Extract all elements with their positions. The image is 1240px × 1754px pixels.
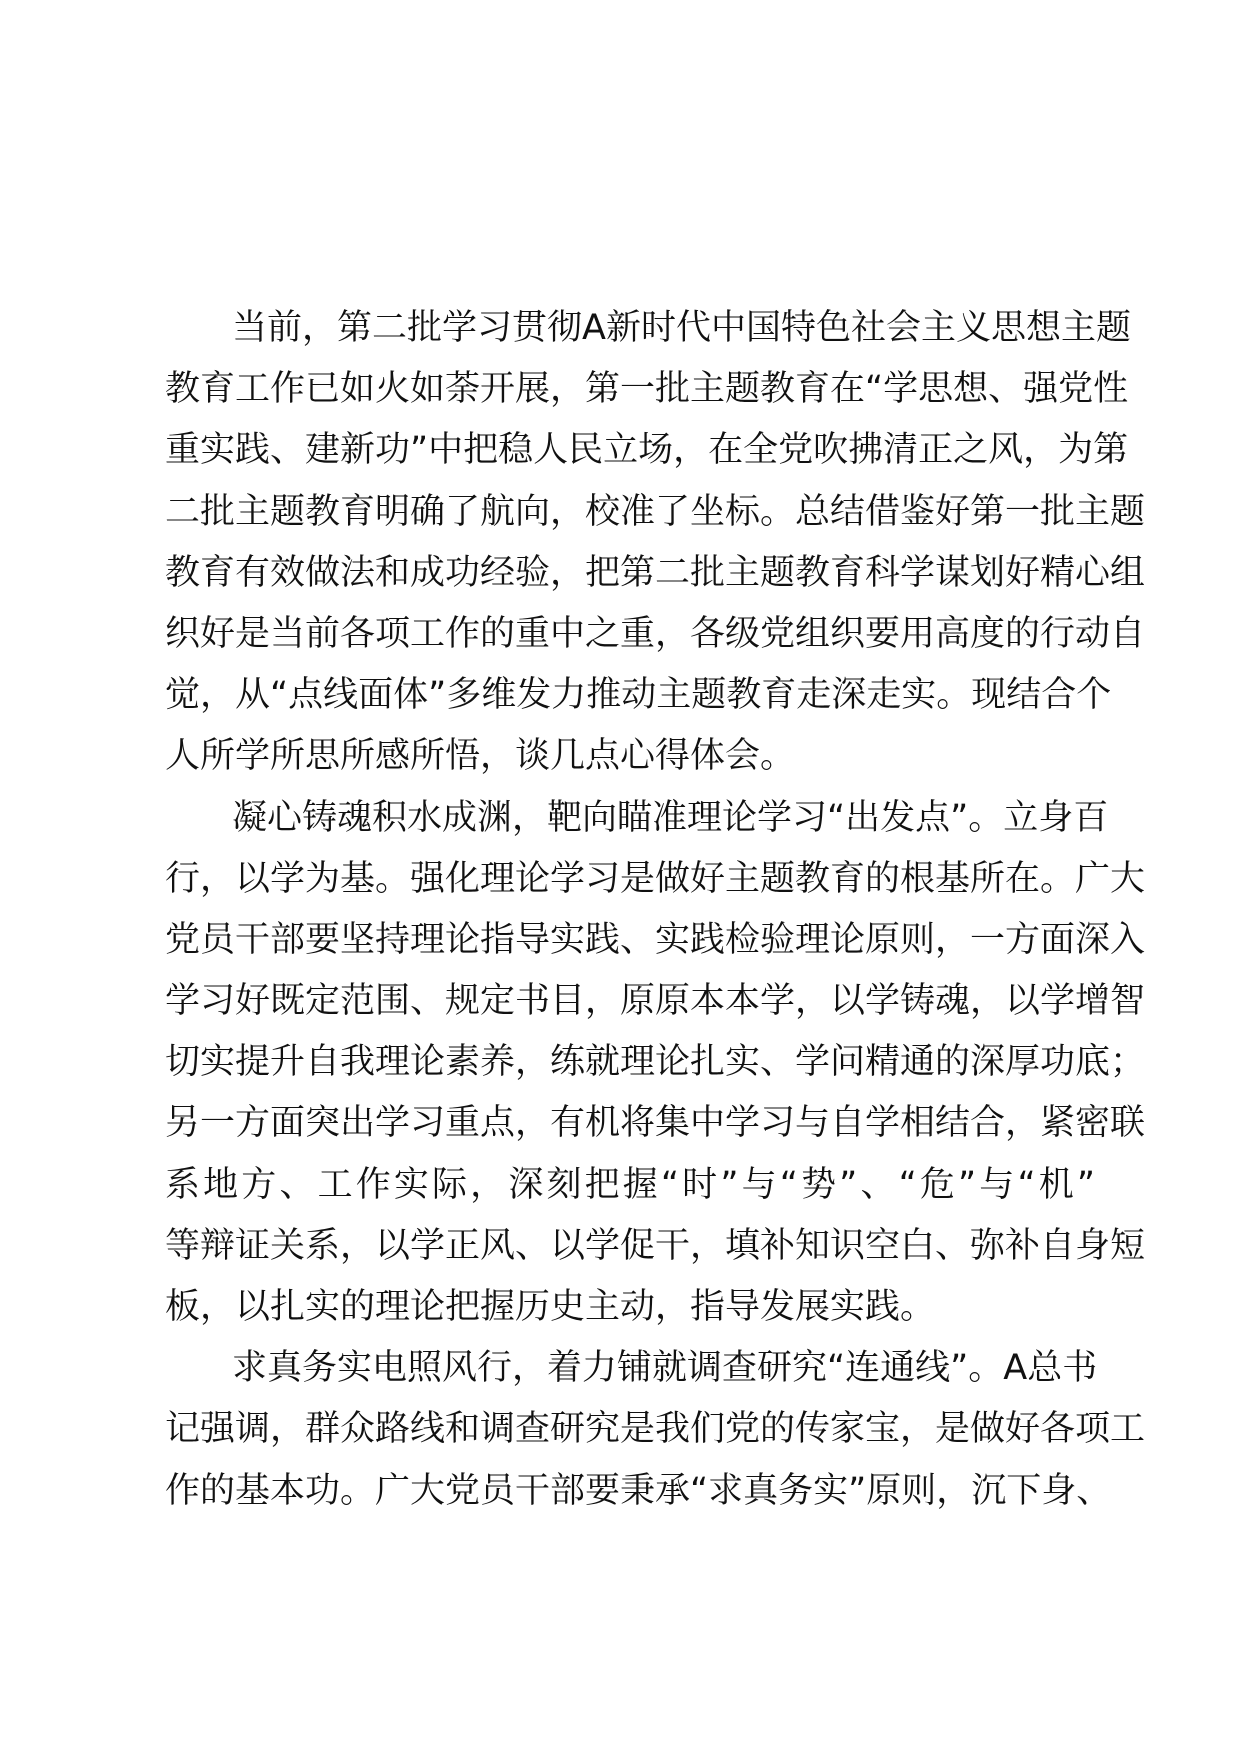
paragraph-1 — [165, 298, 1146, 788]
text-line: 切实提升自我理论素养，练就理论扎实、学问精通的深厚功底； — [165, 1042, 1146, 1083]
text-line: 求真务实电照风行，着力铺就调查研究“连通线”。A总书 — [232, 1348, 1098, 1389]
text-line: 板，以扎实的理论把握历史主动，指导发展实践。 — [165, 1287, 936, 1327]
text-line: 教育工作已如火如荼开展，第一批主题教育在“学思想、强党性 — [165, 369, 1129, 410]
text-line: 二批主题教育明确了航向，校准了坐标。总结借鉴好第一批主题 — [165, 491, 1146, 532]
text-line: 觉，从“点线面体”多维发力推动主题教育走深走实。现结合个 — [165, 675, 1112, 716]
text-line: 重实践、建新功”中把稳人民立场，在全党吹拂清正之风，为第 — [165, 430, 1129, 471]
text-line: 当前，第二批学习贯彻A新时代中国特色社会主义思想主题 — [232, 308, 1131, 348]
text-line: 织好是当前各项工作的重中之重，各级党组织要用高度的行动自 — [165, 613, 1146, 654]
text-line: 教育有效做法和成功经验，把第二批主题教育科学谋划好精心组 — [165, 552, 1146, 593]
text-line: 人所学所思所感所悟，谈几点心得体会。 — [165, 736, 796, 777]
document-body — [165, 298, 1146, 1522]
text-line: 等辩证关系，以学正风、以学促干，填补知识空白、弥补自身短 — [165, 1225, 1146, 1266]
text-line: 系地方、工作实际，深刻把握“时”与“势”、“危”与“机” — [165, 1164, 1095, 1205]
paragraph-3 — [165, 1338, 1146, 1522]
text-line: 另一方面突出学习重点，有机将集中学习与自学相结合，紧密联 — [165, 1103, 1146, 1144]
text-line: 党员干部要坚持理论指导实践、实践检验理论原则，一方面深入 — [165, 919, 1146, 960]
text-line: 学习好既定范围、规定书目，原原本本学，以学铸魂，以学增智 — [165, 981, 1146, 1022]
text-line: 行，以学为基。强化理论学习是做好主题教育的根基所在。广大 — [165, 858, 1146, 899]
text-line: 作的基本功。广大党员干部要秉承“求真务实”原则，沉下身、 — [165, 1470, 1112, 1511]
text-line: 凝心铸魂积水成渊，靶向瞄准理论学习“出发点”。立身百 — [232, 797, 1109, 838]
paragraph-2 — [165, 788, 1146, 1339]
text-line: 记强调，群众路线和调查研究是我们党的传家宝，是做好各项工 — [165, 1409, 1146, 1450]
